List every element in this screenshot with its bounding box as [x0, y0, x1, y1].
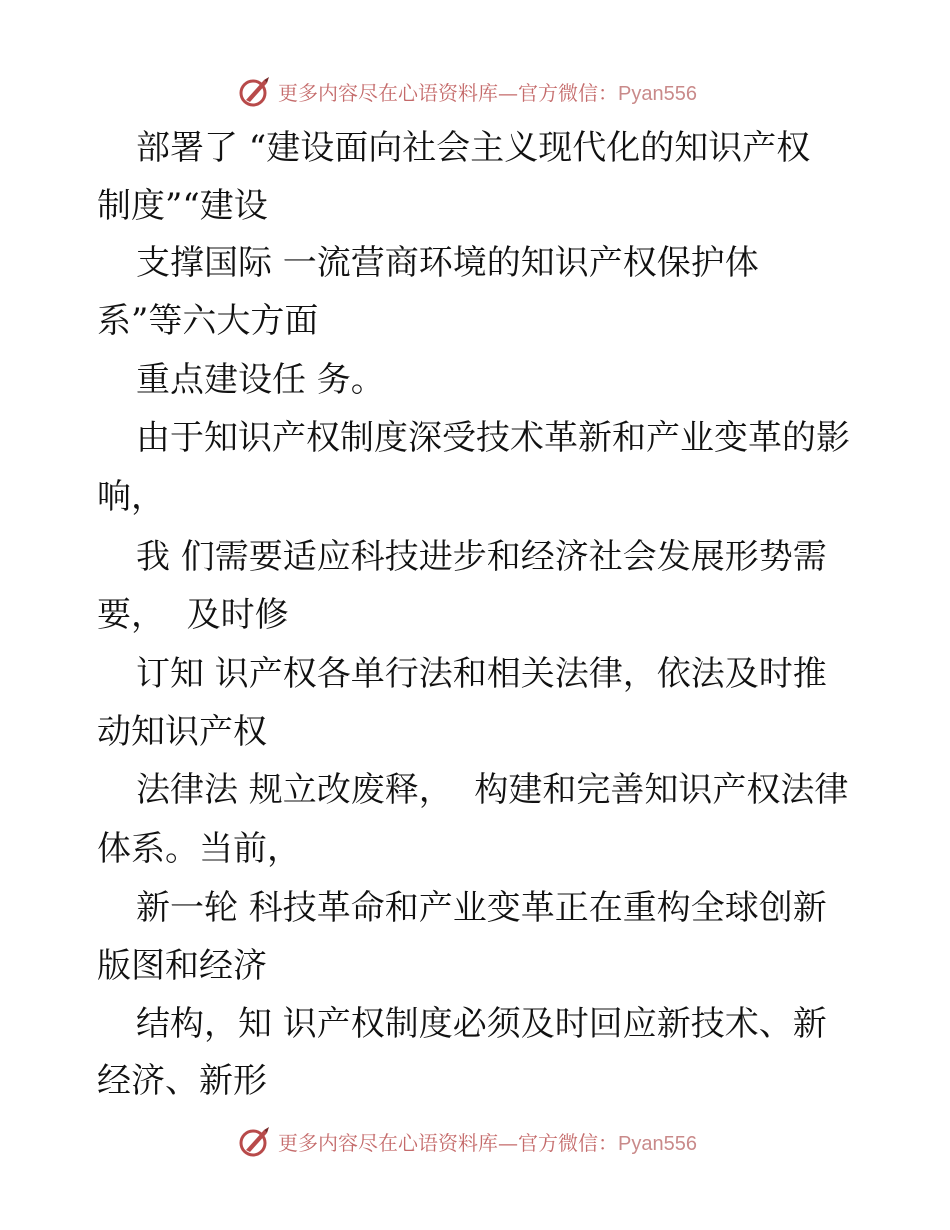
footer-banner — [0, 1120, 950, 1160]
text-line: 法律法 规立改废释， 构建和完善知识产权法律 — [136, 770, 849, 810]
text-line: 由于知识产权制度深受技术革新和产业变革的影 — [136, 418, 850, 458]
text-line: 体系。当前， — [97, 829, 301, 869]
text-line: 系”等六大方面 — [97, 301, 319, 341]
banner-wechat-id: Pyan556 — [618, 82, 697, 105]
banner-wechat-id: Pyan556 — [618, 1132, 697, 1155]
text-line: 经济、新形 — [97, 1061, 267, 1101]
text-line: 制度”“建设 — [97, 186, 268, 226]
text-line: 响， — [97, 477, 165, 517]
banner-text: 更多内容尽在心语资料库—官方微信：Pyan556 — [278, 80, 697, 105]
text-line: 版图和经济 — [97, 946, 267, 986]
quill-logo-icon — [238, 1124, 272, 1158]
text-line: 支撑国际 一流营商环境的知识产权保护体 — [136, 243, 759, 283]
quill-logo-icon — [238, 74, 272, 108]
text-line: 结构，知 识产权制度必须及时回应新技术、新 — [136, 1004, 827, 1044]
header-banner — [0, 70, 950, 110]
text-line: 新一轮 科技革命和产业变革正在重构全球创新 — [136, 888, 827, 928]
text-line: 部署了 “建设面向社会主义现代化的知识产权 — [136, 128, 811, 168]
banner-text: 更多内容尽在心语资料库—官方微信：Pyan556 — [278, 1130, 697, 1155]
text-line: 我 们需要适应科技进步和经济社会发展形势需 — [136, 537, 827, 577]
text-line: 订知 识产权各单行法和相关法律，依法及时推 — [136, 654, 827, 694]
text-line: 要， 及时修 — [97, 595, 289, 635]
text-line: 动知识产权 — [97, 712, 267, 752]
text-line: 重点建设任 务。 — [136, 360, 385, 400]
